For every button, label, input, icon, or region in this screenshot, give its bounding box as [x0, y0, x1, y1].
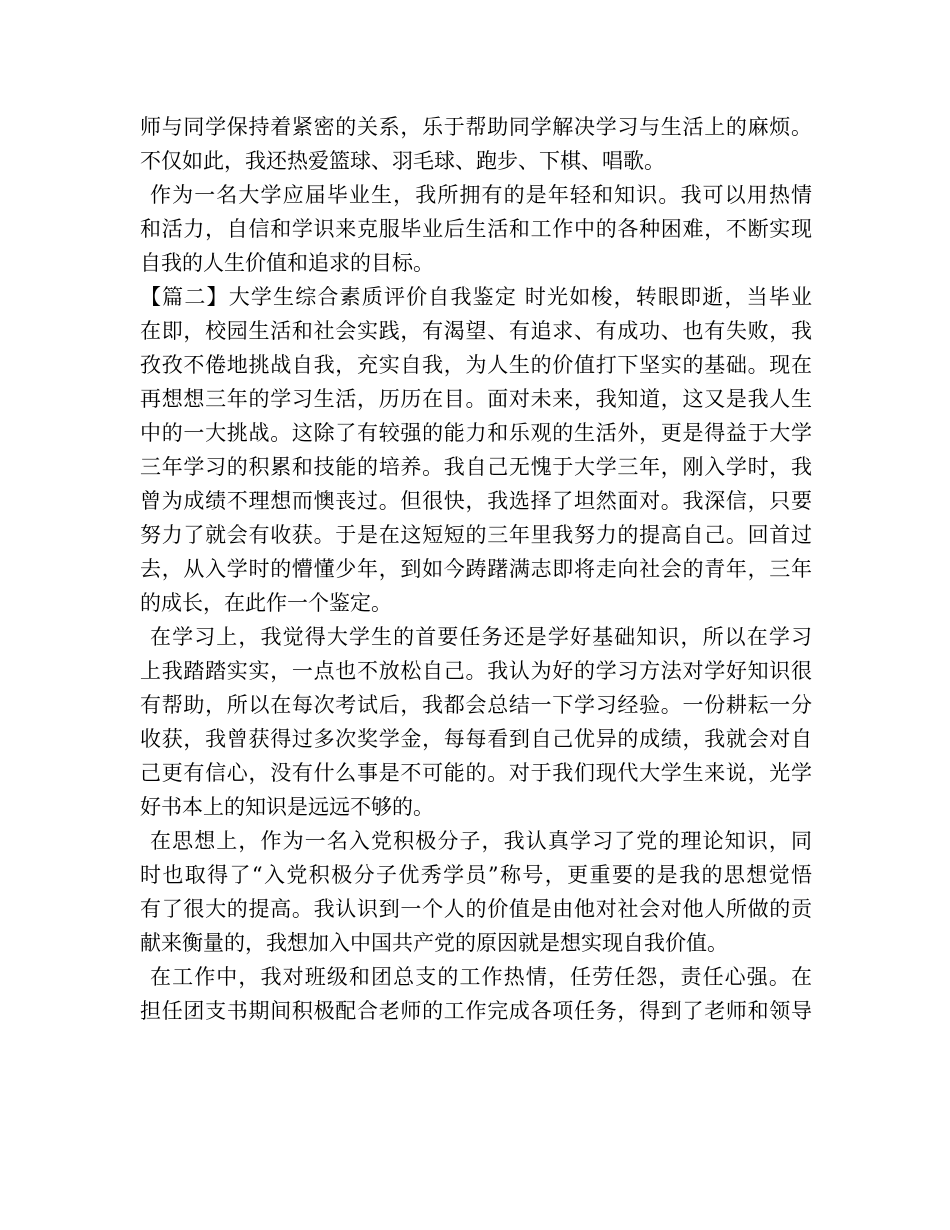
text-line: 时也取得了“入党积极分子优秀学员”称号，更重要的是我的思想觉悟	[140, 863, 812, 887]
paragraph-section-two	[140, 280, 812, 620]
text-line: 献来衡量的，我想加入中国共产党的原因就是想实现自我价值。	[140, 931, 728, 955]
text-line: 不仅如此，我还热爱篮球、羽毛球、跑步、下棋、唱歌。	[140, 149, 665, 173]
text-line: 担任团支书期间积极配合老师的工作完成各项任务，得到了老师和领导	[140, 999, 812, 1023]
text-line: 有帮助，所以在每次考试后，我都会总结一下学习经验。一份耕耘一分	[140, 693, 812, 717]
text-line: 上我踏踏实实，一点也不放松自己。我认为好的学习方法对学好知识很	[140, 659, 812, 683]
text-line: 去，从入学时的懵懂少年，到如今踌躇满志即将走向社会的青年，三年	[140, 557, 812, 581]
text-line: 作为一名大学应届毕业生，我所拥有的是年轻和知识。我可以用热情	[150, 183, 812, 207]
text-line: 中的一大挑战。这除了有较强的能力和乐观的生活外，更是得益于大学	[140, 421, 812, 445]
text-line: 在学习上，我觉得大学生的首要任务还是学好基础知识，所以在学习	[150, 625, 812, 649]
text-line: 在即，校园生活和社会实践，有渴望、有追求、有成功、也有失败，我	[140, 319, 812, 343]
text-line: 曾为成绩不理想而懊丧过。但很快，我选择了坦然面对。我深信，只要	[140, 489, 812, 513]
paragraph-work	[140, 960, 812, 1028]
text-line: 【篇二】大学生综合素质评价自我鉴定 时光如梭，转眼即逝，当毕业	[140, 285, 812, 309]
document-page	[140, 110, 812, 1028]
text-line: 在思想上，作为一名入党积极分子，我认真学习了党的理论知识，同	[150, 829, 812, 853]
text-line: 孜孜不倦地挑战自我，充实自我，为人生的价值打下坚实的基础。现在	[140, 353, 812, 377]
text-line: 收获，我曾获得过多次奖学金，每每看到自己优异的成绩，我就会对自	[140, 727, 812, 751]
text-line: 的成长，在此作一个鉴定。	[140, 591, 392, 615]
paragraph-graduate	[140, 178, 812, 280]
text-line: 在工作中，我对班级和团总支的工作热情，任劳任怨，责任心强。在	[150, 965, 812, 989]
text-line: 三年学习的积累和技能的培养。我自己无愧于大学三年，刚入学时，我	[140, 455, 812, 479]
text-line: 有了很大的提高。我认识到一个人的价值是由他对社会对他人所做的贡	[140, 897, 812, 921]
text-line: 和活力，自信和学识来克服毕业后生活和工作中的各种困难，不断实现	[140, 217, 812, 241]
text-line: 自我的人生价值和追求的目标。	[140, 251, 434, 275]
text-line: 己更有信心，没有什么事是不可能的。对于我们现代大学生来说，光学	[140, 761, 812, 785]
paragraph-hobbies	[140, 110, 812, 178]
text-line: 再想想三年的学习生活，历历在目。面对未来，我知道，这又是我人生	[140, 387, 812, 411]
text-line: 努力了就会有收获。于是在这短短的三年里我努力的提高自己。回首过	[140, 523, 812, 547]
text-line: 好书本上的知识是远远不够的。	[140, 795, 434, 819]
paragraph-study	[140, 620, 812, 824]
text-line: 师与同学保持着紧密的关系，乐于帮助同学解决学习与生活上的麻烦。	[140, 115, 812, 139]
paragraph-ideology	[140, 824, 812, 960]
